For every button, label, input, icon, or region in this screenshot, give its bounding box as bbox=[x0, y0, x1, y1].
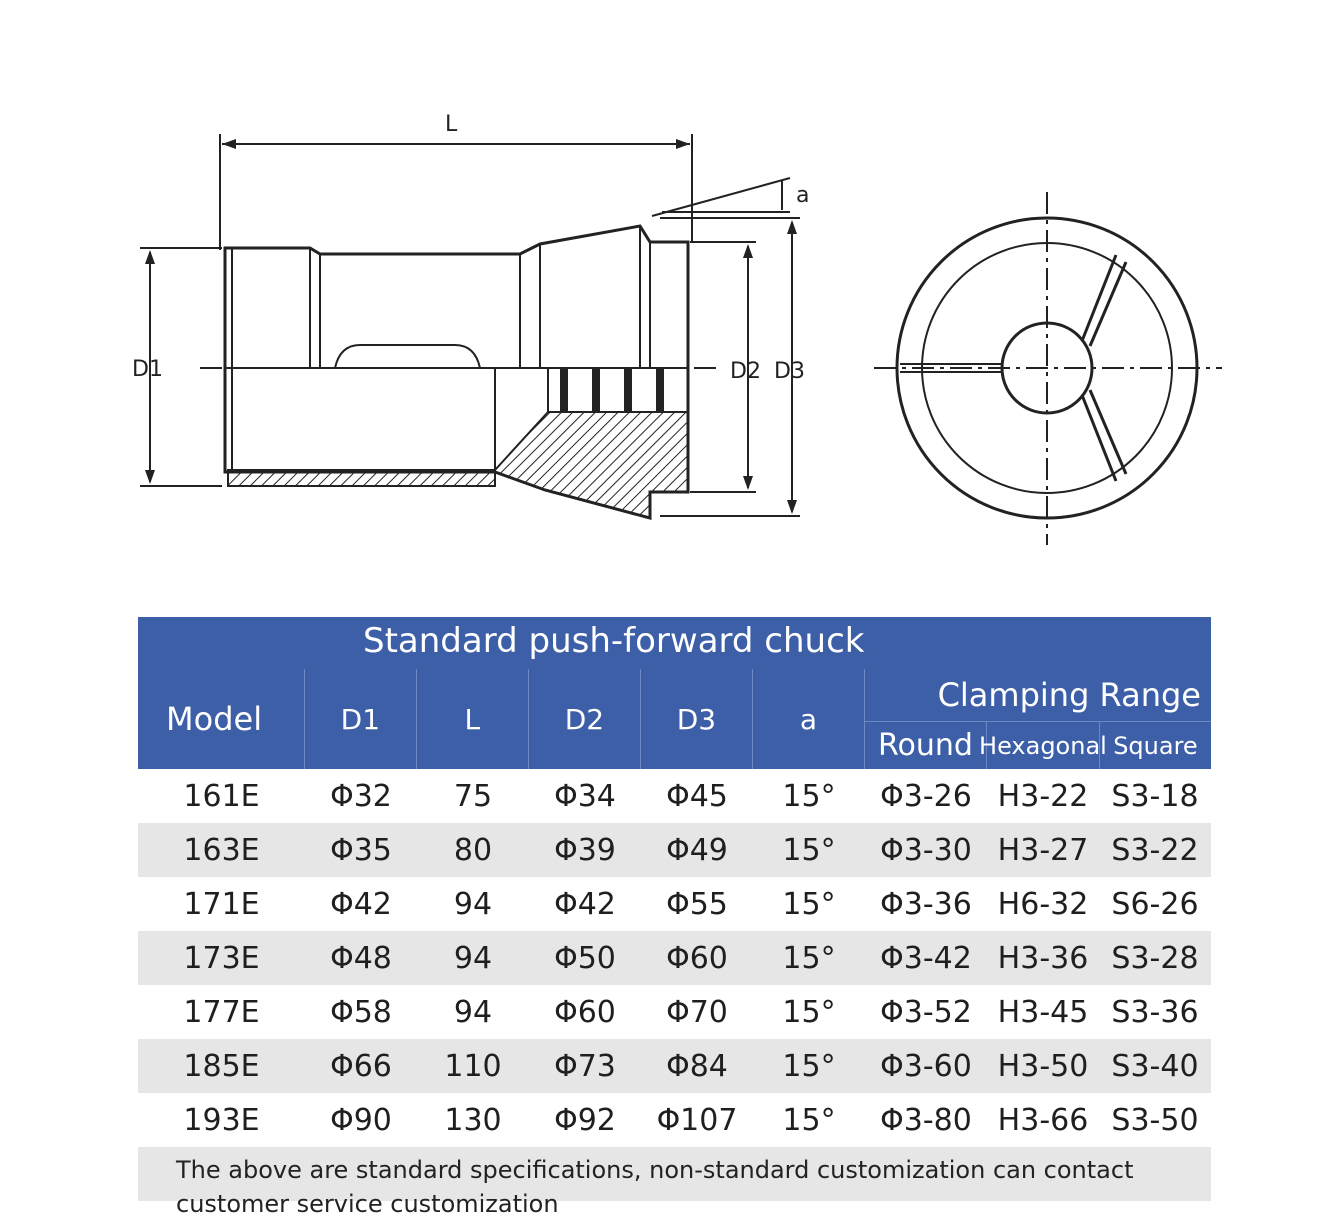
cell-d1: Φ42 bbox=[330, 886, 392, 922]
cell-model: 173E bbox=[183, 940, 260, 976]
table-row bbox=[138, 769, 1211, 823]
header-d1: D1 bbox=[304, 669, 416, 769]
cell-d2: Φ60 bbox=[554, 994, 616, 1030]
cell-l: 130 bbox=[444, 1102, 502, 1138]
table-title: Standard push-forward chuck bbox=[363, 621, 865, 661]
cell-d3: Φ70 bbox=[666, 994, 728, 1030]
cell-square: S3-36 bbox=[1111, 994, 1199, 1030]
header-model: Model bbox=[138, 669, 304, 769]
header-d3: D3 bbox=[640, 669, 752, 769]
cell-square: S3-28 bbox=[1111, 940, 1199, 976]
cell-d3: Φ45 bbox=[666, 778, 728, 814]
table-row bbox=[138, 931, 1211, 985]
header-d2: D2 bbox=[528, 669, 640, 769]
cell-hexagonal: H3-45 bbox=[997, 994, 1089, 1030]
cell-round: Φ3-26 bbox=[880, 778, 972, 814]
cell-model: 185E bbox=[183, 1048, 260, 1084]
cell-round: Φ3-52 bbox=[880, 994, 972, 1030]
cell-a: 15° bbox=[782, 994, 836, 1030]
cell-model: 193E bbox=[183, 1102, 260, 1138]
collet-technical-drawing bbox=[0, 0, 1326, 600]
header-square: Square bbox=[1099, 722, 1211, 769]
cell-hexagonal: H3-27 bbox=[997, 832, 1089, 868]
cell-round: Φ3-42 bbox=[880, 940, 972, 976]
cell-hexagonal: H3-50 bbox=[997, 1048, 1089, 1084]
cell-d3: Φ49 bbox=[666, 832, 728, 868]
cell-d3: Φ84 bbox=[666, 1048, 728, 1084]
cell-d3: Φ107 bbox=[656, 1102, 738, 1138]
cell-model: 161E bbox=[183, 778, 260, 814]
cell-a: 15° bbox=[782, 778, 836, 814]
cell-round: Φ3-80 bbox=[880, 1102, 972, 1138]
table-note: The above are standard specifications, non-standard customization can contact customer service customization bbox=[138, 1147, 1211, 1201]
cell-d1: Φ32 bbox=[330, 778, 392, 814]
cell-model: 171E bbox=[183, 886, 260, 922]
label-l: L bbox=[445, 112, 458, 137]
cell-square: S3-50 bbox=[1111, 1102, 1199, 1138]
cell-d1: Φ35 bbox=[330, 832, 392, 868]
table-row bbox=[138, 985, 1211, 1039]
cell-l: 94 bbox=[453, 994, 493, 1030]
cell-a: 15° bbox=[782, 1048, 836, 1084]
cell-d3: Φ55 bbox=[666, 886, 728, 922]
cell-a: 15° bbox=[782, 1102, 836, 1138]
cell-square: S3-22 bbox=[1111, 832, 1199, 868]
cell-l: 75 bbox=[453, 778, 493, 814]
cell-d3: Φ60 bbox=[666, 940, 728, 976]
cell-round: Φ3-36 bbox=[880, 886, 972, 922]
cell-round: Φ3-60 bbox=[880, 1048, 972, 1084]
table-body bbox=[138, 769, 1211, 1147]
cell-square: S3-40 bbox=[1111, 1048, 1199, 1084]
cell-a: 15° bbox=[782, 940, 836, 976]
cell-d2: Φ39 bbox=[554, 832, 616, 868]
table-row bbox=[138, 1093, 1211, 1147]
cell-d2: Φ92 bbox=[554, 1102, 616, 1138]
cell-hexagonal: H3-22 bbox=[997, 778, 1089, 814]
cell-l: 94 bbox=[453, 886, 493, 922]
cell-model: 163E bbox=[183, 832, 260, 868]
label-d1: D1 bbox=[132, 357, 163, 382]
spec-table bbox=[138, 617, 1211, 1218]
cell-d1: Φ66 bbox=[330, 1048, 392, 1084]
cell-l: 94 bbox=[453, 940, 493, 976]
header-round: Round bbox=[877, 728, 973, 763]
cell-d2: Φ73 bbox=[554, 1048, 616, 1084]
header-hexagonal: Hexagonal bbox=[986, 722, 1099, 769]
header-clamping-range-label: Clamping Range bbox=[865, 669, 1211, 722]
label-a: a bbox=[796, 183, 810, 208]
cell-round: Φ3-30 bbox=[880, 832, 972, 868]
header-l: L bbox=[416, 669, 528, 769]
cell-hexagonal: H3-66 bbox=[997, 1102, 1089, 1138]
cell-d1: Φ58 bbox=[330, 994, 392, 1030]
cell-model: 177E bbox=[183, 994, 260, 1030]
header-a: a bbox=[752, 669, 864, 769]
label-d3: D3 bbox=[774, 359, 805, 384]
cell-d1: Φ48 bbox=[330, 940, 392, 976]
cell-d1: Φ90 bbox=[330, 1102, 392, 1138]
table-row bbox=[138, 823, 1211, 877]
cell-d2: Φ34 bbox=[554, 778, 616, 814]
table-row bbox=[138, 877, 1211, 931]
cell-a: 15° bbox=[782, 832, 836, 868]
cell-square: S3-18 bbox=[1111, 778, 1199, 814]
cell-hexagonal: H3-36 bbox=[997, 940, 1089, 976]
cell-l: 110 bbox=[444, 1048, 502, 1084]
cell-l: 80 bbox=[453, 832, 493, 868]
cell-d2: Φ42 bbox=[554, 886, 616, 922]
label-d2: D2 bbox=[730, 359, 761, 384]
cell-square: S6-26 bbox=[1111, 886, 1199, 922]
table-row bbox=[138, 1039, 1211, 1093]
cell-a: 15° bbox=[782, 886, 836, 922]
cell-d2: Φ50 bbox=[554, 940, 616, 976]
cell-hexagonal: H6-32 bbox=[997, 886, 1089, 922]
table-title-bar bbox=[138, 617, 1211, 669]
table-header bbox=[138, 669, 1211, 769]
header-clamping-range bbox=[864, 669, 1211, 769]
